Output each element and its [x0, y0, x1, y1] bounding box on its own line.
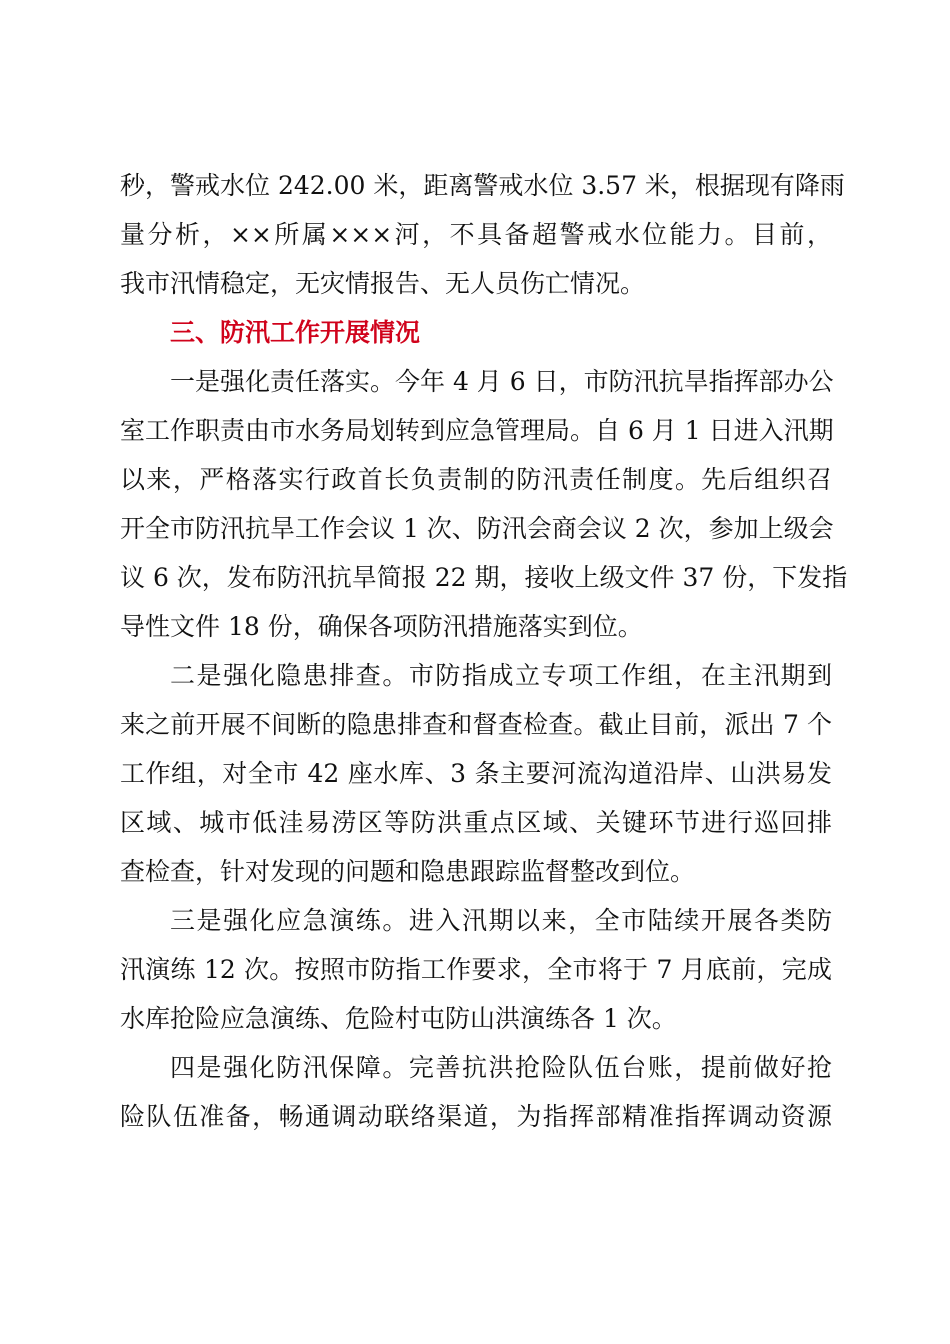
text-line: 开全市防汛抗旱工作会议 1 次、防汛会商会议 2 次，参加上级会	[120, 514, 834, 543]
text-line: 我市汛情稳定，无灾情报告、无人员伤亡情况。	[120, 269, 646, 298]
text-line: 二是强化隐患排查。市防指成立专项工作组，在主汛期到	[170, 661, 832, 690]
paragraph-support	[120, 1043, 832, 1141]
text-line: 查检查，针对发现的问题和隐患跟踪监督整改到位。	[120, 857, 696, 886]
text-line: 工作组，对全市 42 座水库、3 条主要河流沟道沿岸、山洪易发	[120, 759, 832, 788]
text-line: 险队伍准备，畅通调动联络渠道，为指挥部精准指挥调动资源	[120, 1102, 832, 1131]
paragraph-drills	[120, 896, 832, 1043]
continuation-paragraph	[120, 161, 845, 308]
section-heading: 三、防汛工作开展情况	[170, 318, 421, 347]
text-line: 量分析，××所属×××河，不具备超警戒水位能力。目前，	[120, 220, 832, 249]
text-line: 一是强化责任落实。今年 4 月 6 日，市防汛抗旱指挥部办公	[170, 367, 834, 396]
text-line: 水库抢险应急演练、危险村屯防山洪演练各 1 次。	[120, 1004, 677, 1033]
document-body	[120, 161, 848, 1141]
text-line: 汛演练 12 次。按照市防指工作要求，全市将于 7 月底前，完成	[120, 955, 832, 984]
text-line: 导性文件 18 份，确保各项防汛措施落实到位。	[120, 612, 643, 641]
text-line: 以来，严格落实行政首长负责制的防汛责任制度。先后组织召	[120, 465, 832, 494]
text-line: 议 6 次，发布防汛抗旱简报 22 期，接收上级文件 37 份，下发指	[120, 563, 848, 592]
text-line: 来之前开展不间断的隐患排查和督查检查。截止目前，派出 7 个	[120, 710, 832, 739]
text-line: 三是强化应急演练。进入汛期以来，全市陆续开展各类防	[170, 906, 832, 935]
text-line: 秒，警戒水位 242.00 米，距离警戒水位 3.57 米，根据现有降雨	[120, 171, 845, 200]
text-line: 室工作职责由市水务局划转到应急管理局。自 6 月 1 日进入汛期	[120, 416, 834, 445]
paragraph-responsibility	[120, 357, 848, 651]
text-line: 四是强化防汛保障。完善抗洪抢险队伍台账，提前做好抢	[170, 1053, 832, 1082]
text-line: 区域、城市低洼易涝区等防洪重点区域、关键环节进行巡回排	[120, 808, 832, 837]
paragraph-hazard-check	[120, 651, 832, 896]
